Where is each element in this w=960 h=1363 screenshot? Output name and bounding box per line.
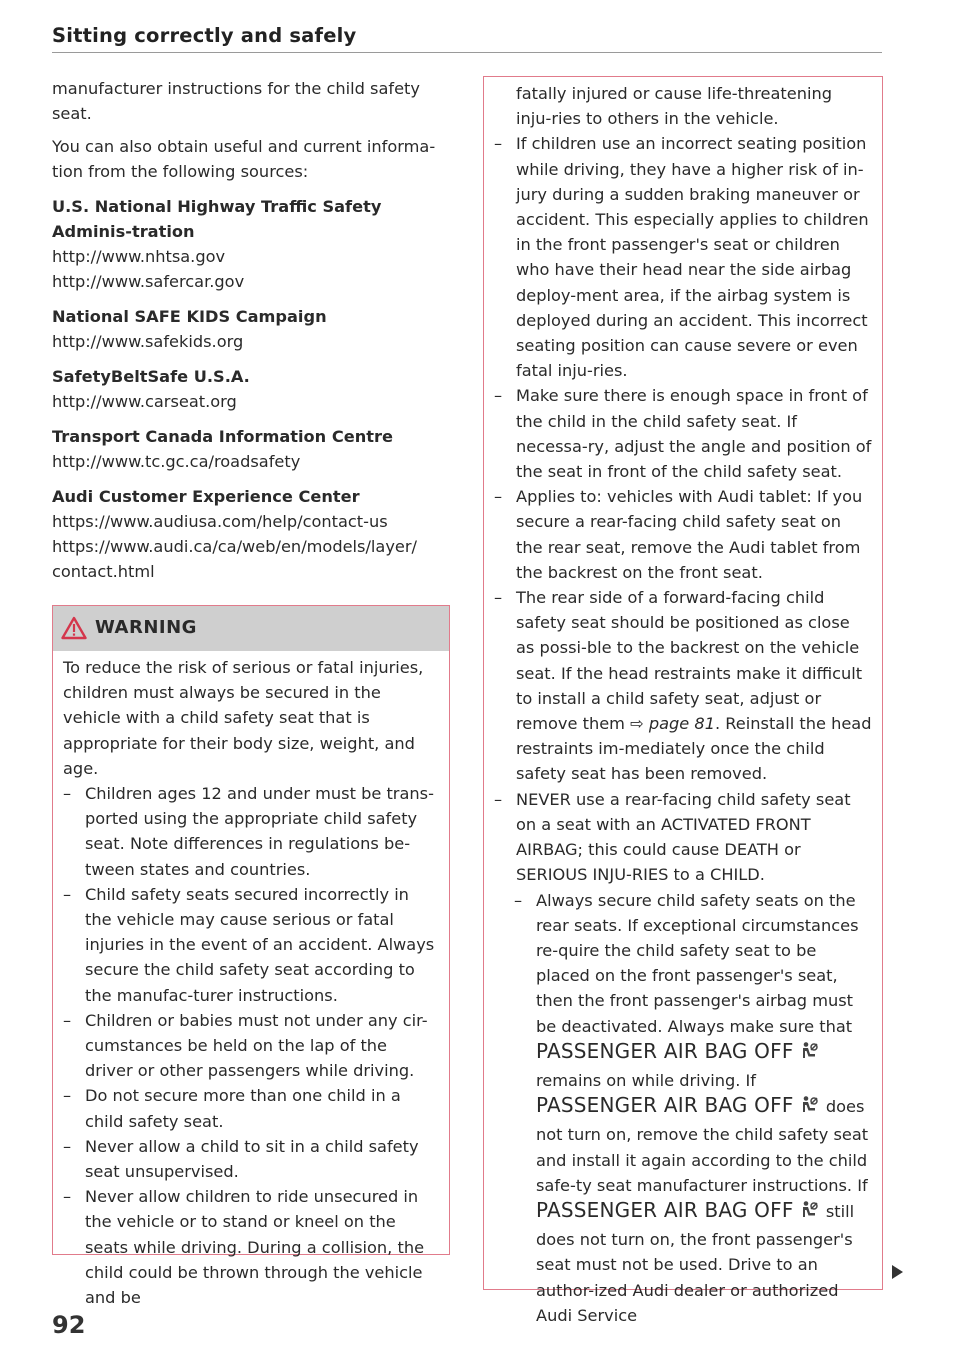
- source-name: Audi Customer Experience Center: [52, 487, 360, 506]
- source-url[interactable]: https://www.audi.ca/ca/web/en/models/layer/: [52, 537, 418, 556]
- list-item: – NEVER use a rear-facing child safety seat on a seat with an ACTIVATED FRONT AIRBAG; this could cause DEATH or SERIOUS INJU-RIES to a CHILD.: [494, 787, 872, 888]
- list-item: [494, 585, 872, 787]
- list-item: – Make sure there is enough space in front of the child in the child safety seat. If necessa-ry, adjust the angle and position of the seat in front of the child safety seat.: [494, 383, 872, 484]
- warning-title: WARNING: [95, 617, 197, 638]
- item-text: . Reinstall the head restraints im-mediately once the child safety seat has been removed.: [516, 714, 872, 784]
- source-urls: [52, 449, 450, 474]
- list-item: – If children use an incorrect seating position while driving, they have a higher risk of in-jury during a sudden braking maneuver or accident. This especially applies to children in the front passenger's seat or children who have their head near the side airbag deploy-ment area, if the airbag system is deployed during an accident. This incorrect seating position can cause severe or even fatal inju-ries.: [494, 131, 872, 383]
- source-url[interactable]: https://www.audiusa.com/help/contact-us: [52, 512, 388, 531]
- warning-triangle-icon: [61, 616, 87, 644]
- list-item: – Child safety seats secured incorrectly in the vehicle may cause serious or fatal injuries in the event of an accident. Always secure the child safety seat according to the manufac-turer instructions.: [63, 882, 439, 1008]
- left-column: [52, 76, 450, 594]
- source-name: National SAFE KIDS Campaign: [52, 307, 327, 326]
- item-text: does not turn on, remove the child safety seat and install it again according to the child safe-ty seat manufacturer instructions. If: [536, 1097, 869, 1195]
- page-number: 92: [52, 1311, 86, 1339]
- source-name: SafetyBeltSafe U.S.A.: [52, 367, 250, 386]
- list-item: – Do not secure more than one child in a child safety seat.: [63, 1083, 439, 1133]
- warning-continuation-box: [483, 76, 883, 1325]
- sub-list-item: [494, 888, 872, 1328]
- indicator-label: PASSENGER AIR BAG OFF: [536, 1038, 794, 1063]
- paragraph: manufacturer instructions for the child safety seat.: [52, 79, 420, 123]
- indicator-label: PASSENGER AIR BAG OFF: [536, 1197, 794, 1222]
- continued-text: fatally injured or cause life-threatening inju-ries to others in the vehicle.: [516, 84, 832, 129]
- warning-list: [63, 781, 439, 1310]
- source-urls: [52, 329, 450, 354]
- source-url[interactable]: contact.html: [52, 562, 155, 581]
- list-item: – Children or babies must not under any cir-cumstances be held on the lap of the driver or other passengers while driving.: [63, 1008, 439, 1084]
- source-url[interactable]: http://www.safercar.gov: [52, 272, 245, 291]
- passenger-airbag-off-icon: [800, 1095, 820, 1122]
- source-name: Transport Canada Information Centre: [52, 427, 393, 446]
- passenger-airbag-off-icon: [800, 1041, 820, 1068]
- item-text: remains on while driving. If: [536, 1070, 756, 1090]
- section-title: Sitting correctly and safely: [52, 24, 357, 47]
- item-text: Always secure child safety seats on the rear seats. If exceptional circumstances re-quire the child safety seat to be placed on the front passenger's seat, then the front passenger's airbag must be deactivated. Always make sure that: [536, 890, 859, 1036]
- source-url[interactable]: http://www.nhtsa.gov: [52, 247, 226, 266]
- warning-list: [494, 131, 872, 887]
- source-urls: [52, 509, 450, 584]
- list-item: – Never allow a child to sit in a child safety seat unsupervised.: [63, 1134, 439, 1184]
- source-urls: [52, 389, 450, 414]
- item-text: still does not turn on, the front passenger's seat must not be used. Drive to an author-ized Audi dealer or authorized Audi Service: [536, 1201, 855, 1325]
- list-item: – Applies to: vehicles with Audi tablet: If you secure a rear-facing child safety seat on the rear seat, remove the Audi tablet from the backrest on the front seat.: [494, 484, 872, 585]
- source-url[interactable]: http://www.carseat.org: [52, 392, 237, 411]
- source-url[interactable]: http://www.safekids.org: [52, 332, 244, 351]
- warning-intro: To reduce the risk of serious or fatal injuries, children must always be secured in the vehicle with a child safety seat that is appropriate for their body size, weight, and age.: [63, 658, 424, 778]
- source-name: U.S. National Highway Traffic Safety Adminis-tration: [52, 197, 382, 241]
- page-reference-link[interactable]: ⇨ page 81: [630, 714, 715, 734]
- warning-box: [52, 605, 450, 1308]
- passenger-airbag-off-icon: [800, 1200, 820, 1227]
- item-text: The rear side of a forward-facing child safety seat should be positioned as close as possi-ble to the backrest on the vehicle seat. If the head restraints make it difficult to install a child safety seat, adjust or remove them: [516, 588, 863, 734]
- indicator-label: PASSENGER AIR BAG OFF: [536, 1093, 794, 1118]
- source-url[interactable]: http://www.tc.gc.ca/roadsafety: [52, 452, 301, 471]
- source-urls: [52, 244, 450, 294]
- page-header: [52, 22, 882, 53]
- list-item: – Children ages 12 and under must be trans-ported using the appropriate child safety seat. Note differences in regulations be-tween states and countries.: [63, 781, 439, 882]
- paragraph: You can also obtain useful and current informa-tion from the following sources:: [52, 137, 436, 181]
- warning-body: [53, 651, 449, 1310]
- warning-header: [53, 606, 449, 651]
- continue-arrow-icon: [892, 1265, 903, 1279]
- list-item: – Never allow children to ride unsecured in the vehicle or to stand or kneel on the seats while driving. During a collision, the child could be thrown through the vehicle and be: [63, 1184, 439, 1310]
